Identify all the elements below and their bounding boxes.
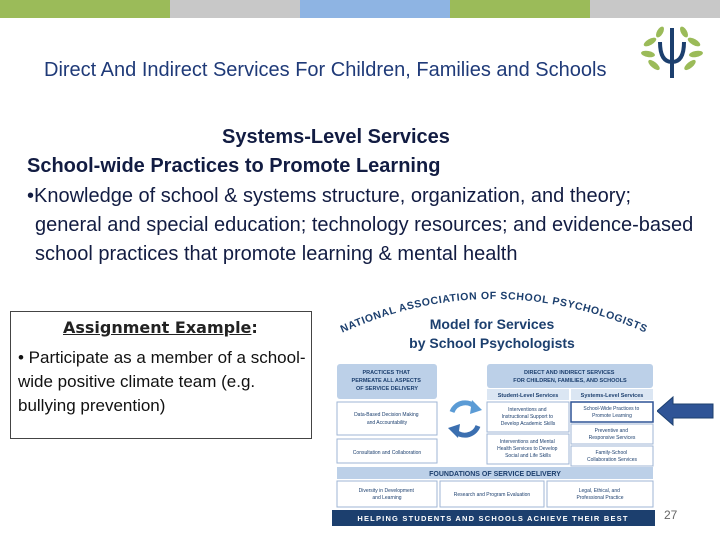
left-header-text: PRACTICES THAT PERMEATE ALL ASPECTS OF SERVICE DELIVERY <box>351 370 421 392</box>
left-box-data-text: Data-Based Decision Making and Accountability <box>354 412 419 426</box>
slide-title: Direct And Indirect Services For Children, Families and Schools <box>44 59 607 81</box>
section-subheading: School-wide Practices to Promote Learning <box>27 155 441 177</box>
bullet-text: Knowledge of school & systems structure, organization, and theory; general and special education; technology resources; and evidence-based school practices that promote learning & mental health <box>34 185 694 265</box>
col2-box-schoolwide <box>571 402 653 422</box>
assignment-text: • Participate as a member of a school-wide positive climate team (e.g. bullying prevention) <box>18 348 306 415</box>
right-header-box <box>487 364 653 388</box>
bullet-mark: • <box>27 185 35 207</box>
model-arc-title: NATIONAL ASSOCIATION OF SCHOOL PSYCHOLOGISTS <box>338 289 650 336</box>
foundation-diversity <box>337 481 437 507</box>
page-number: 27 <box>664 508 678 522</box>
col1-header: Student-Level Services <box>497 393 559 399</box>
nasp-model-diagram <box>332 284 655 526</box>
col2-header: Systems-Level Services <box>580 393 644 399</box>
bullet-item <box>27 182 697 269</box>
foundation-legal <box>547 481 653 507</box>
band-segment <box>300 0 450 18</box>
col2-box-family <box>571 446 653 466</box>
psi-logo-icon <box>640 22 704 82</box>
col2-box-family-text: Family-School Collaboration Services <box>586 450 638 463</box>
band-segment <box>450 0 590 18</box>
model-title-line2: by School Psychologists <box>409 335 575 351</box>
assignment-label: Assignment Example <box>63 318 252 337</box>
left-box-consultation-text: Consultation and Collaboration <box>352 450 422 456</box>
band-segment <box>170 0 300 18</box>
model-footer-text: HELPING STUDENTS AND SCHOOLS ACHIEVE THEIR BEST <box>357 514 629 523</box>
assignment-colon: : <box>251 318 258 337</box>
foundation-diversity-text: Diversity in Development and Learning <box>358 488 414 501</box>
foundations-label: FOUNDATIONS OF SERVICE DELIVERY <box>429 471 561 478</box>
model-title-line1: Model for Services <box>429 316 555 332</box>
foundation-research-text: Research and Program Evaluation <box>453 492 531 498</box>
assignment-example-box <box>10 311 312 439</box>
col2-box-preventive-text: Preventive and Responsive Services <box>588 428 636 441</box>
col1-box-mental-health-text: Interventions and Mental Health Services to Develop Social and Life Skills <box>497 439 558 459</box>
assignment-heading <box>63 318 258 337</box>
col2-box-preventive <box>571 424 653 444</box>
band-segment <box>0 0 170 18</box>
section-heading: Systems-Level Services <box>222 126 450 148</box>
left-box-data <box>337 402 437 435</box>
band-segment <box>590 0 720 18</box>
foundation-legal-text: Legal, Ethical, and Professional Practice <box>576 488 624 501</box>
top-color-band <box>0 0 720 18</box>
left-arrow-icon <box>657 395 714 427</box>
col1-box-academic-text: Interventions and Instructional Support to Develop Academic Skills <box>500 407 556 427</box>
right-header-text: DIRECT AND INDIRECT SERVICES FOR CHILDREN, FAMILIES, AND SCHOOLS <box>513 370 627 384</box>
col2-box-schoolwide-text: School-Wide Practices to Promote Learning <box>583 406 640 419</box>
